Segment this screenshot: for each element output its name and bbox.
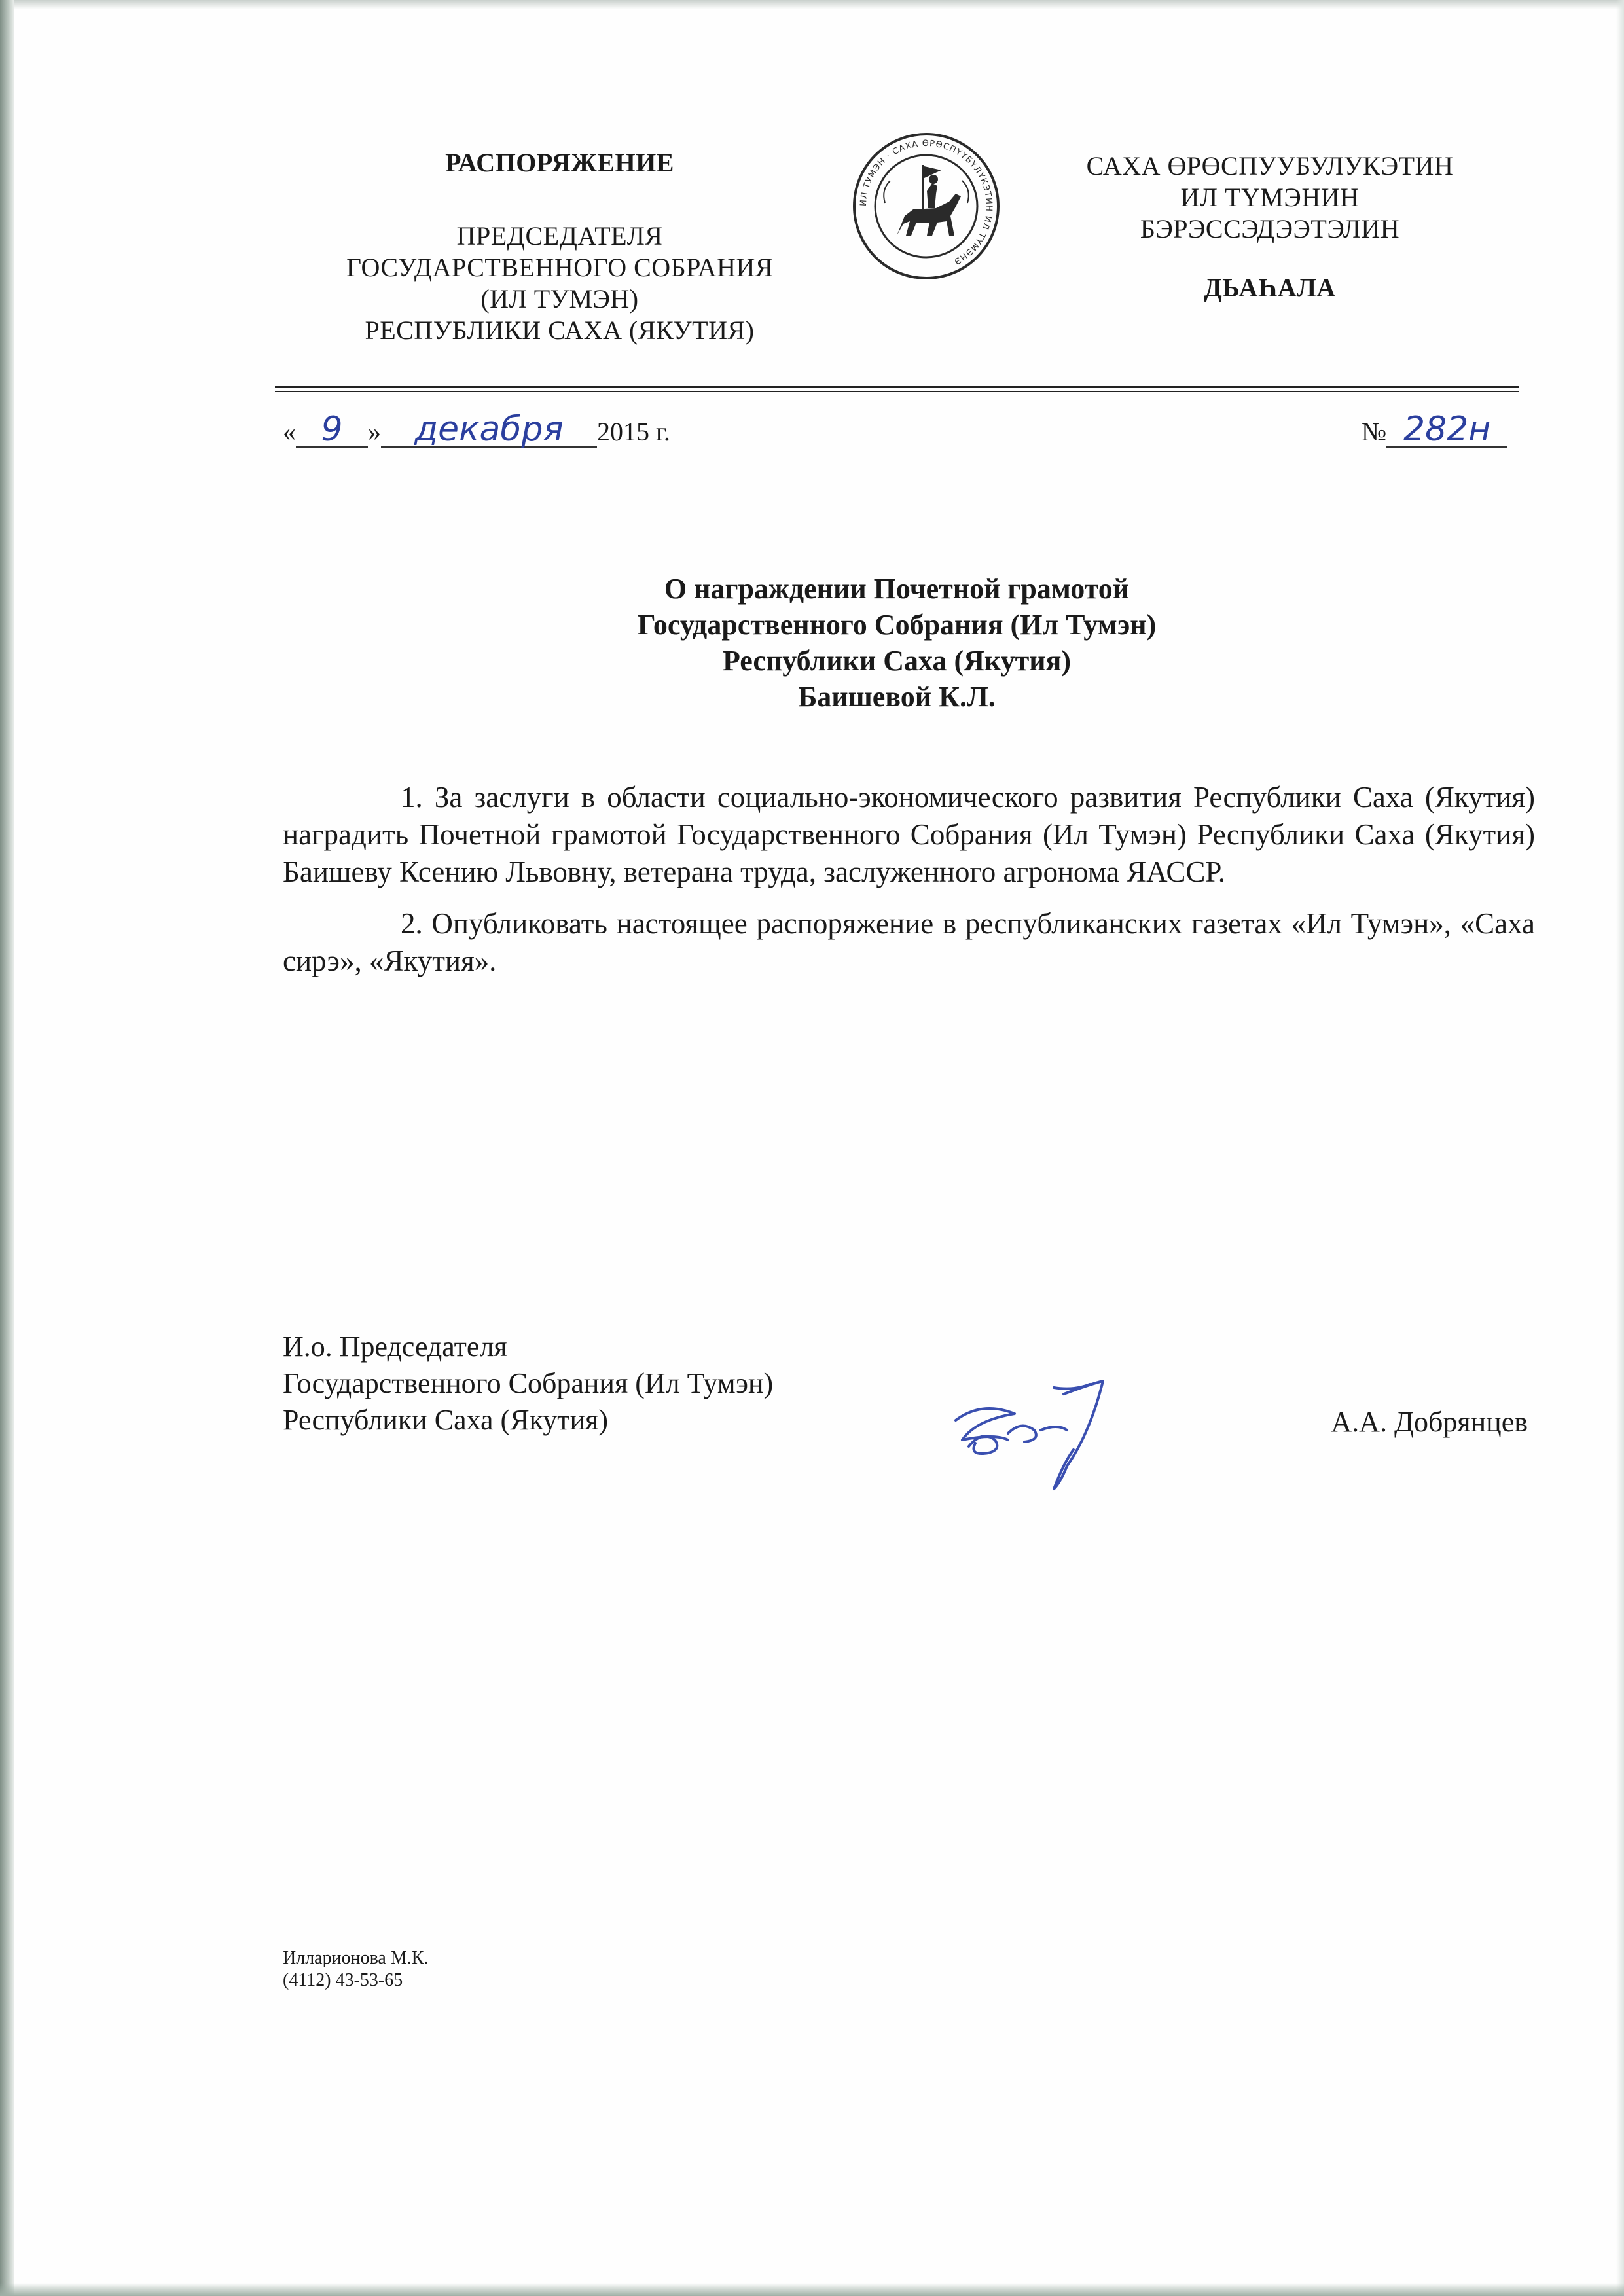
- scan-shadow-bottom: [0, 2283, 1624, 2296]
- date-month: декабря: [381, 412, 597, 448]
- scan-edge-right: [1616, 0, 1624, 2296]
- signatory-position: [283, 1329, 773, 1439]
- header-right-title: ДЬАҺАЛА: [1204, 273, 1336, 302]
- signatory-line: И.о. Председателя: [283, 1331, 507, 1363]
- number-sign: №: [1362, 417, 1387, 446]
- coat-of-arms-icon: [851, 131, 1001, 281]
- emblem-ring-text: ИЛ ТУМЭН · САХА ӨРӨСПҮҮБҮЛҮКЭТИН ИЛ ТҮМЭНЭ: [858, 138, 994, 267]
- header-right: [1021, 151, 1519, 304]
- executor-info: [283, 1947, 428, 1992]
- header-left-line: ГОСУДАРСТВЕННОГО СОБРАНИЯ: [346, 253, 774, 282]
- handwritten-signature-icon: [943, 1368, 1139, 1532]
- executor-name: Илларионова М.К.: [283, 1948, 429, 1968]
- scan-shadow-top: [14, 0, 1624, 9]
- body-paragraph-1: 1. За заслуги в области социально-экономического развития Республики Саха (Якутия) наградить Почетной грамотой Государственного Собрания (Ил Тумэн) Республики Саха (Якутия) Баишеву Ксению Львовну, ветерана труда, заслуженного агронома ЯАССР.: [283, 781, 1535, 888]
- header-right-line: ИЛ ТҮМЭНИН: [1180, 183, 1360, 212]
- executor-phone: (4112) 43-53-65: [283, 1970, 403, 1990]
- subject-line: Баишевой К.Л.: [798, 681, 996, 713]
- document-date: [283, 412, 670, 448]
- header-rule-bottom: [275, 391, 1519, 392]
- header-right-line: БЭРЭССЭДЭЭТЭЛИН: [1140, 214, 1400, 243]
- date-day: 9: [296, 412, 368, 448]
- subject-line: О награждении Почетной грамотой: [664, 573, 1130, 605]
- document-subject: [484, 571, 1309, 715]
- header-left-line: РЕСПУБЛИКИ САХА (ЯКУТИЯ): [365, 315, 755, 345]
- document-body: [283, 779, 1535, 994]
- subject-line: Государственного Собрания (Ил Тумэн): [637, 609, 1157, 641]
- header-left-title: РАСПОРЯЖЕНИЕ: [445, 148, 674, 177]
- date-open-quote: «: [283, 417, 296, 446]
- subject-line: Республики Саха (Якутия): [722, 645, 1072, 677]
- number-value: 282н: [1386, 412, 1507, 448]
- date-year: 2015 г.: [597, 417, 670, 446]
- signatory-name: А.А. Добрянцев: [1331, 1406, 1528, 1438]
- header-left-line: (ИЛ ТУМЭН): [480, 284, 639, 314]
- document-number: [1362, 412, 1507, 448]
- signatory-line: Республики Саха (Якутия): [283, 1404, 608, 1436]
- date-close-quote: »: [368, 417, 381, 446]
- scan-edge-left: [0, 0, 14, 2296]
- body-paragraph-2: 2. Опубликовать настоящее распоряжение в республиканских газетах «Ил Тумэн», «Саха сирэ», «Якутия».: [283, 907, 1535, 977]
- header-rule-top: [275, 386, 1519, 388]
- svg-text:ИЛ ТУМЭН · САХА ӨРӨСПҮҮБҮЛҮКЭТ: [859, 139, 994, 266]
- header-right-line: САХА ӨРӨСПУУБУЛУКЭТИН: [1086, 151, 1454, 181]
- header-left: [265, 147, 854, 346]
- header-left-line: ПРЕДСЕДАТЕЛЯ: [456, 221, 663, 251]
- signatory-line: Государственного Собрания (Ил Тумэн): [283, 1367, 774, 1399]
